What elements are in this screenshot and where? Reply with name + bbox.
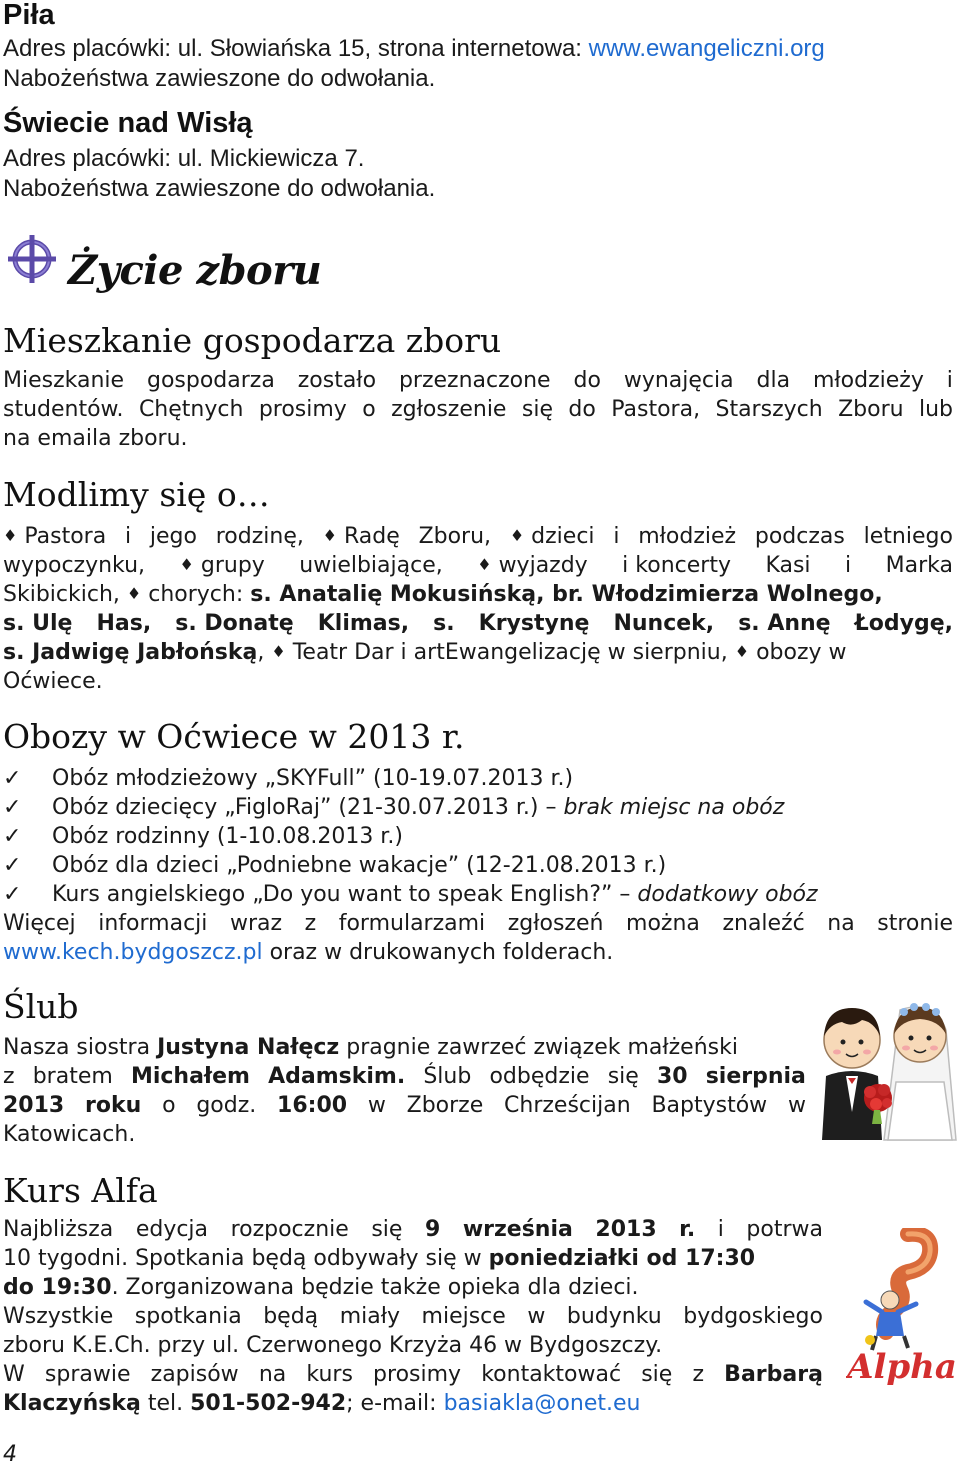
camp-item: Kurs angielskiego „Do you want to speak English?” – dodatkowy obóz: [52, 882, 818, 907]
subheading-slub: Ślub: [3, 987, 79, 1026]
alfa-line-6: W sprawie zapisów na kurs prosimy kontaktować się z Barbarą: [3, 1362, 823, 1387]
word: na: [827, 911, 855, 936]
checkmark-icon: ✓: [3, 795, 22, 820]
slub-line-1: Nasza siostra Justyna Nałęcz pragnie zawrzeć związek małżeński: [3, 1035, 738, 1060]
wedding-couple-illustration: [812, 990, 958, 1145]
word: s. Ulę: [3, 611, 73, 636]
word: Krystynę: [478, 611, 590, 636]
word: w: [527, 1304, 546, 1329]
word: będą: [263, 1304, 319, 1329]
word: zgłoszeń: [507, 911, 604, 936]
alfa-line-5: zboru K.E.Ch. przy ul. Czerwonego Krzyża 46 w Bydgoszczy.: [3, 1333, 663, 1358]
word: zostało: [297, 368, 377, 393]
word: Starszych: [715, 397, 823, 422]
camp-item: Obóz młodzieżowy „SKYFull” (10-19.07.2013 r.): [52, 766, 574, 791]
obozy-info-line-2: www.kech.bydgoszcz.pl oraz w drukowanych folderach.: [3, 940, 614, 965]
mieszkanie-line-3: na emaila zboru.: [3, 426, 188, 451]
word: zgłoszenie: [391, 397, 507, 422]
diamond-bullet-icon: ♦ Pastora: [3, 524, 107, 549]
word: Nuncek,: [613, 611, 715, 636]
pila-note: Nabożeństwa zawieszone do odwołania.: [3, 65, 436, 92]
word: studentów.: [3, 397, 124, 422]
camp-item: Obóz rodzinny (1-10.08.2013 r.): [52, 824, 403, 849]
checkmark-icon: ✓: [3, 824, 22, 849]
word: Łodygę,: [854, 611, 953, 636]
swiecie-note: Nabożeństwa zawieszone do odwołania.: [3, 175, 436, 202]
diamond-bullet-icon: ♦ Radę: [322, 524, 400, 549]
word: informacji: [98, 911, 208, 936]
modlimy-line-6: Oćwiece.: [3, 669, 103, 694]
word: z: [304, 911, 317, 936]
word: dla: [756, 368, 791, 393]
diamond-bullet-icon: ♦: [126, 584, 142, 603]
word: lub: [918, 397, 953, 422]
word: do: [573, 368, 601, 393]
modlimy-line-1: ♦ Pastora i jego rodzinę, ♦ Radę Zboru, ♦ dzieci i młodzież podczas letniego: [3, 522, 953, 552]
obozy-info-line-1: [3, 909, 953, 938]
alfa-line-1: Najbliższa edycja rozpocznie się 9 września 2013 r. i potrwa: [3, 1217, 823, 1242]
word: o: [362, 397, 376, 422]
mieszkanie-line-1: [3, 366, 953, 395]
modlimy-line-2: wypoczynku, ♦ grupy uwielbiające, ♦ wyjazdy i koncerty Kasi i Marka: [3, 551, 953, 581]
slub-line-2: z bratem Michałem Adamskim. Ślub odbędzie się 30 sierpnia: [3, 1064, 806, 1089]
word: bydgoskiego: [683, 1304, 823, 1329]
word: Has,: [96, 611, 152, 636]
modlimy-line-5: s. Jadwigę Jabłońską, ♦ Teatr Dar i artEwangelizację w sierpniu, ♦ obozy w: [3, 640, 847, 665]
diamond-bullet-icon: ♦ grupy: [179, 553, 265, 578]
diamond-bullet-icon: ♦: [734, 642, 750, 661]
word: Chętnych: [138, 397, 244, 422]
word: Zboru: [838, 397, 904, 422]
word: miały: [339, 1304, 400, 1329]
word: Więcej: [3, 911, 76, 936]
subheading-mieszkanie: Mieszkanie gospodarza zboru: [3, 321, 502, 360]
word: stronie: [877, 911, 953, 936]
modlimy-line-3: Skibickich, ♦ chorych: s. Anatalię Mokusińską, br. Włodzimierza Wolnego,: [3, 582, 883, 607]
kech-website-link[interactable]: www.kech.bydgoszcz.pl: [3, 940, 263, 965]
city-heading-pila: Piła: [3, 0, 55, 31]
alfa-line-4: [3, 1302, 823, 1331]
word: miejsce: [421, 1304, 506, 1329]
pila-website-link[interactable]: www.ewangeliczni.org: [588, 35, 825, 62]
checkmark-icon: ✓: [3, 766, 22, 791]
word: s. Annę: [738, 611, 831, 636]
camp-item: Obóz dziecięcy „FigloRaj” (21-30.07.2013 r.) – brak miejsc na obóz: [52, 795, 785, 820]
word: przeznaczone: [398, 368, 551, 393]
checkmark-icon: ✓: [3, 882, 22, 907]
pila-address: [3, 34, 825, 63]
word: się: [521, 397, 553, 422]
slub-line-4: Katowicach.: [3, 1122, 136, 1147]
crosshair-icon: [6, 234, 58, 284]
word: spotkania: [134, 1304, 242, 1329]
word: znaleźć: [722, 911, 805, 936]
word: formularzami: [338, 911, 486, 936]
word: prosimy: [258, 397, 347, 422]
word: gospodarza: [146, 368, 275, 393]
word: s.: [433, 611, 455, 636]
word: wynajęcia: [623, 368, 734, 393]
alpha-logo-text: Alpha: [847, 1347, 957, 1387]
word: s. Donatę: [175, 611, 294, 636]
city-heading-swiecie: Świecie nad Wisłą: [3, 107, 253, 139]
checkmark-icon: ✓: [3, 853, 22, 878]
camp-item: Obóz dla dzieci „Podniebne wakacje” (12-21.08.2013 r.): [52, 853, 667, 878]
word: Wszystkie: [3, 1304, 114, 1329]
diamond-bullet-icon: ♦ wyjazdy: [477, 553, 588, 578]
word: Klimas,: [317, 611, 410, 636]
word: i: [946, 368, 953, 393]
alpha-course-logo: [846, 1228, 958, 1388]
word: Pastora,: [611, 397, 701, 422]
word: można: [626, 911, 700, 936]
modlimy-line-4: [3, 609, 953, 638]
slub-line-3: 2013 roku o godz. 16:00 w Zborze Chrześcijan Baptystów w: [3, 1093, 806, 1118]
swiecie-address: Adres placówki: ul. Mickiewicza 7.: [3, 145, 365, 172]
alfa-line-2: 10 tygodni. Spotkania będą odbywały się w poniedziałki od 17:30: [3, 1246, 756, 1271]
word: młodzieży: [813, 368, 924, 393]
subheading-obozy: Obozy w Oćwiece w 2013 r.: [3, 717, 465, 756]
word: budynku: [566, 1304, 662, 1329]
diamond-bullet-icon: ♦ dzieci: [509, 524, 595, 549]
email-link[interactable]: basiakla@onet.eu: [443, 1391, 641, 1416]
alfa-line-3: do 19:30. Zorganizowana będzie także opieka dla dzieci.: [3, 1275, 639, 1300]
alfa-line-7: Klaczyńską tel. 501-502-942; e-mail: basiakla@onet.eu: [3, 1391, 641, 1416]
pila-address-text: Adres placówki: ul. Słowiańska 15, strona internetowa:: [3, 35, 589, 62]
word: Mieszkanie: [3, 368, 125, 393]
section-heading-zycie-zboru: Życie zboru: [68, 247, 322, 294]
word: do: [568, 397, 596, 422]
diamond-bullet-icon: ♦: [271, 642, 286, 661]
mieszkanie-line-2: [3, 395, 953, 424]
word: wraz: [229, 911, 283, 936]
subheading-modlimy: Modlimy się o…: [3, 475, 270, 514]
subheading-alfa: Kurs Alfa: [3, 1171, 158, 1210]
page-number: 4: [3, 1442, 17, 1467]
